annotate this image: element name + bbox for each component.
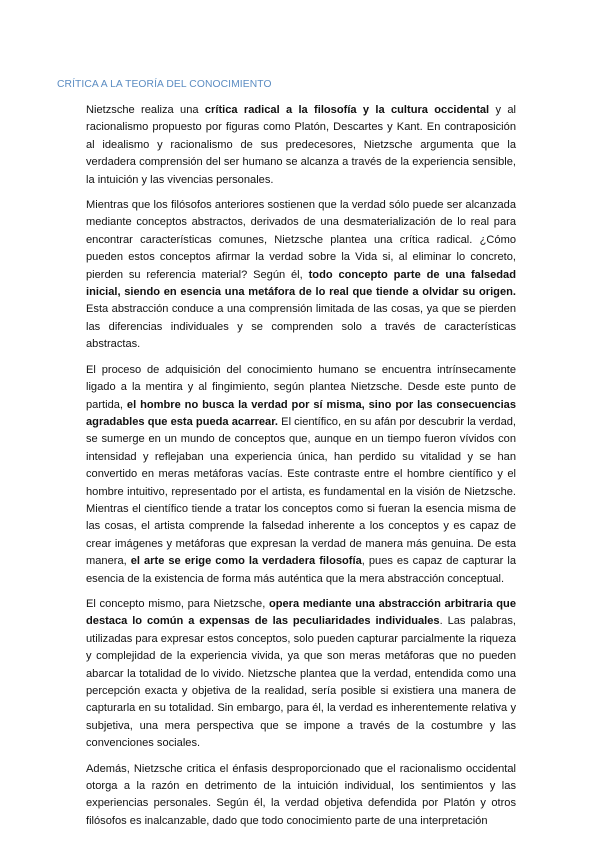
paragraph-1 bbox=[86, 102, 516, 189]
section-heading: CRÍTICA A LA TEORÍA DEL CONOCIMIENTO bbox=[57, 79, 272, 90]
text-run: Además, Nietzsche critica el énfasis desproporcionado que el racionalismo occidental otorga a la razón en detrimento de la intuición individual, los sentimientos y las experiencias personales. Según él, la verdad objetiva defendida por Platón y otros filósofos es inalcanzable, dado que todo conocimiento parte de una interpretación bbox=[86, 762, 516, 827]
text-run: El concepto mismo, para Nietzsche, bbox=[86, 597, 269, 610]
paragraph-2 bbox=[86, 197, 516, 354]
text-run: . Las palabras, utilizadas para expresar estos conceptos, solo pueden capturar parcialmente la riqueza y complejidad de la experiencia vivida, ya que son meras metáforas que no pueden abarcar la totalidad de lo vivido. Nietzsche plantea que la verdad, entendida como una percepción exacta y objetiva de la realidad, sería posible si existiera una manera de capturarla en su totalidad. Sin embargo, para él, la verdad es inherentemente relativa y subjetiva, una mera perspectiva que se impone a través de la costumbre y las convenciones sociales. bbox=[86, 615, 516, 750]
bold-text-run: todo concepto parte de una falsedad inicial, siendo en esencia una metáfora de lo real que tiende a olvidar su origen. bbox=[86, 268, 516, 299]
text-run: Mientras que los filósofos anteriores sostienen que la verdad sólo puede ser alcanzada mediante conceptos abstractos, derivados de una desmaterialización de lo real para encontrar características comunes, Nietzsche plantea una crítica radical. ¿Cómo pueden estos conceptos afirmar la verdad sobre la Vida si, al eliminar lo concreto, pierden su referencia material? Según él, bbox=[86, 199, 516, 281]
bold-text-run: opera mediante una abstracción arbitraria que destaca lo común a expensas de las peculiaridades individuales bbox=[86, 597, 516, 628]
text-run: , pues es capaz de capturar la esencia de la existencia de forma más auténtica que la mera abstracción conceptual. bbox=[86, 555, 517, 585]
paragraph-3 bbox=[86, 362, 516, 588]
text-run: y al racionalismo propuesto por figuras como Platón, Descartes y Kant. En contraposición al idealismo y racionalismo de sus predecesores, Nietzsche argumenta que la verdadera comprensión del ser humano se alcanza a través de la experiencia sensible, la intuición y las vivencias personales. bbox=[86, 104, 516, 186]
text-run: Nietzsche realiza una bbox=[86, 104, 205, 116]
text-run: El proceso de adquisición del conocimiento humano se encuentra intrínsecamente ligado a la mentira y al fingimiento, según plantea Nietzsche. Desde este punto de partida, bbox=[86, 363, 516, 411]
text-run: Esta abstracción conduce a una comprensión limitada de las cosas, ya que se pierden las diferencias individuales y se comprenden solo a través de características abstractas. bbox=[86, 303, 516, 351]
paragraph-5 bbox=[86, 761, 516, 831]
document-body bbox=[86, 102, 516, 838]
bold-text-run: crítica radical a la filosofía y la cultura occidental bbox=[204, 104, 490, 116]
bold-text-run: el hombre no busca la verdad por sí misma, sino por las consecuencias agradables que esta pueda acarrear. bbox=[86, 398, 516, 428]
text-run: El científico, en su afán por descubrir la verdad, se sumerge en un mundo de conceptos que, aunque en un tiempo fueron vívidos con intensidad y reflejaban una experiencia única, han perdido su vitalidad y se han convertido en meras metáforas vacías. Este contraste entre el hombre científico y el hombre intuitivo, representado por el artista, es fundamental en la visión de Nietzsche. Mientras el científico tiende a tratar los conceptos como si fueran la esencia misma de las cosas, el artista comprende la falsedad inherente a los conceptos y es capaz de crear imágenes y metáforas que expresan la verdad de manera más genuina. De esta manera, bbox=[86, 415, 516, 568]
paragraph-4 bbox=[86, 596, 516, 753]
bold-text-run: el arte se erige como la verdadera filosofía bbox=[130, 555, 362, 568]
